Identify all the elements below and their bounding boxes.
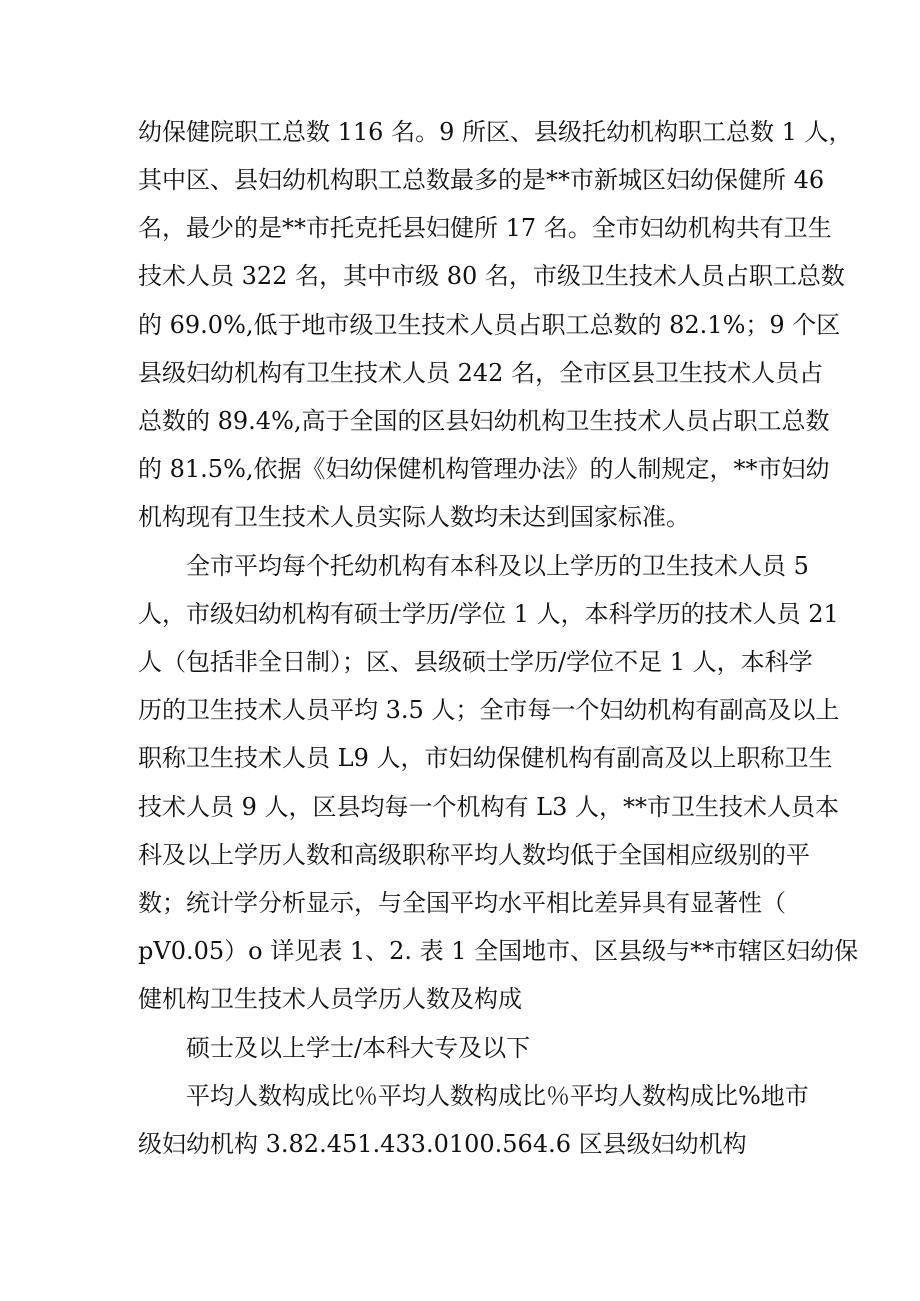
table-header-line: 平均人数构成比％平均人数构成比％平均人数构成比%地市 xyxy=(186,1082,809,1110)
text-line: 技术人员 322 名，其中市级 80 名，市级卫生技术人员占职工总数 xyxy=(138,262,845,290)
text-line: 幼保健院职工总数 116 名。9 所区、县级托幼机构职工总数 1 人， xyxy=(138,118,853,146)
text-line: 人，市级妇幼机构有硕士学历/学位 1 人，本科学历的技术人员 21 xyxy=(138,600,839,628)
text-line: 健机构卫生技术人员学历人数及构成 xyxy=(138,985,522,1013)
text-line: 数；统计学分析显示，与全国平均水平相比差异具有显著性（ xyxy=(138,889,786,917)
text-line: 总数的 89.4%,高于全国的区县妇幼机构卫生技术人员占职工总数 xyxy=(138,407,830,435)
table-row-line: 级妇幼机构 3.82.451.433.0100.564.6 区县级妇幼机构 xyxy=(138,1130,747,1158)
text-line: pV0.05）o 详见表 1、2. 表 1 全国地市、区县级与**市辖区妇幼保 xyxy=(138,937,859,965)
text-line: 其中区、县妇幼机构职工总数最多的是**市新城区妇幼保健所 46 xyxy=(138,166,825,194)
text-line: 历的卫生技术人员平均 3.5 人；全市每一个妇幼机构有副高及以上 xyxy=(138,696,840,724)
text-line: 全市平均每个托幼机构有本科及以上学历的卫生技术人员 5 xyxy=(186,552,809,580)
text-line: 职称卫生技术人员 L9 人，市妇幼保健机构有副高及以上职称卫生 xyxy=(138,744,833,772)
text-line: 科及以上学历人数和高级职称平均人数均低于全国相应级别的平 xyxy=(138,841,810,869)
text-line: 名，最少的是**市托克托县妇健所 17 名。全市妇幼机构共有卫生 xyxy=(138,214,832,242)
text-line: 县级妇幼机构有卫生技术人员 242 名，全市区县卫生技术人员占 xyxy=(138,359,824,387)
text-line: 技术人员 9 人，区县均每一个机构有 L3 人，**市卫生技术人员本 xyxy=(138,793,839,821)
text-line: 人（包括非全日制）；区、县级硕士学历/学位不足 1 人，本科学 xyxy=(138,648,813,676)
table-header-line: 硕士及以上学士/本科大专及以下 xyxy=(186,1034,531,1062)
text-line: 的 81.5%,依据《妇幼保健机构管理办法》的人制规定，**市妇幼 xyxy=(138,455,830,483)
text-line: 机构现有卫生技术人员实际人数均未达到国家标准。 xyxy=(138,503,690,531)
text-line: 的 69.0%,低于地市级卫生技术人员占职工总数的 82.1%；9 个区 xyxy=(138,311,841,339)
